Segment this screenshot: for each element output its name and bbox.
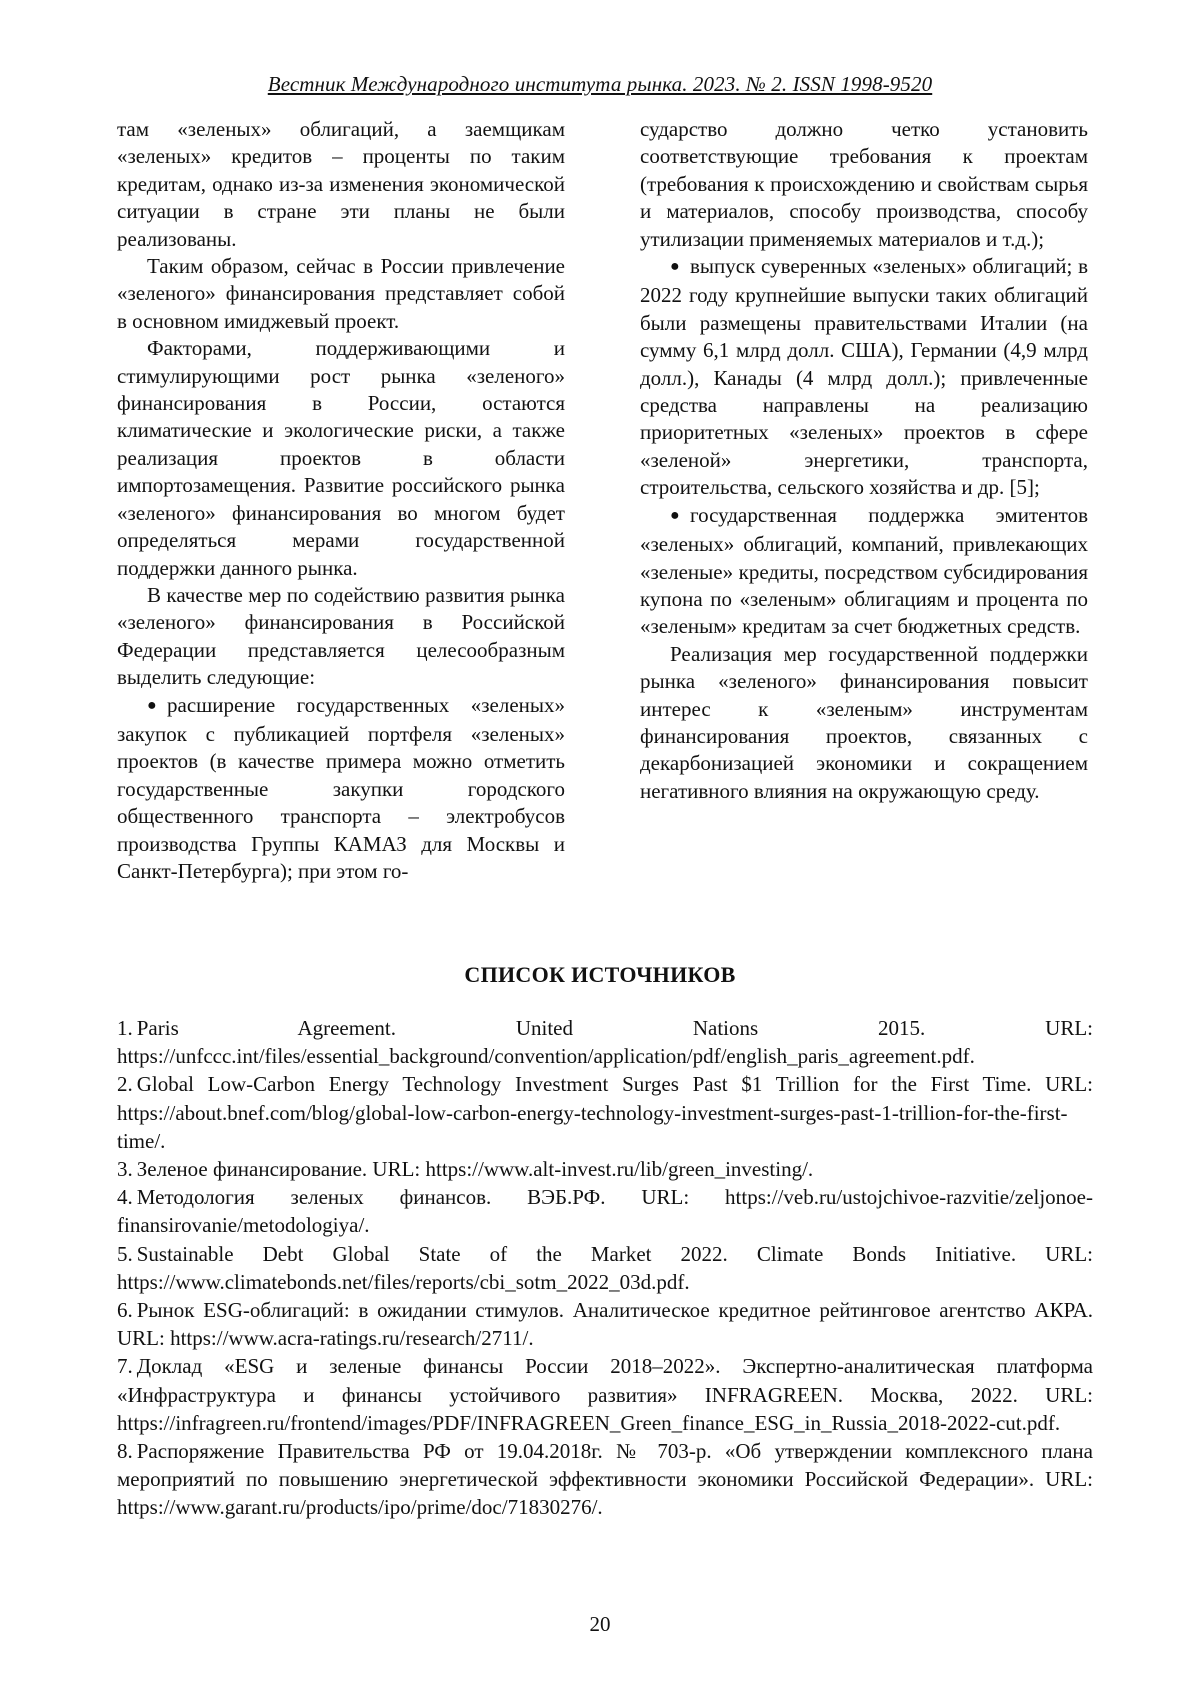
paragraph: Факторами, поддерживающими и стимулирующими рост рынка «зеленого» финансирования в России, остаются климатические и экологические риски, а также реализация проектов в области импортозамещения. Развитие российского рынка «зеленого» финансирования во многом будет определяться мерами государственной поддержки данного рынка. — [117, 336, 565, 580]
bullet-text: выпуск суверенных «зеленых» облигаций; в 2022 году крупнейшие выпуски таких облигаций были размещены правительствами Италии (на сумму 6,1 млрд долл. США), Германии (4,9 млрд долл.), Канады (4 млрд долл.); привлеченные средства направлены на реализацию приоритетных «зеленых» проектов в сфере «зеленой» энергетики, транспорта, строительства, сельского хозяйства и др. [5]; — [640, 254, 1088, 500]
running-head: Вестник Международного института рынка. 2023. № 2. ISSN 1998-9520 — [267, 72, 933, 96]
bullet-icon: ● — [670, 506, 680, 524]
reference-number: 1. — [117, 1016, 133, 1040]
bullet-icon: ● — [147, 696, 157, 714]
bullet-text: расширение государственных «зеленых» закупок с публикацией портфеля «зеленых» проектов (в качестве примера можно отметить государственные закупки городского общественного транспорта – электробусов производства Группы КАМАЗ для Москвы и Санкт-Петербурга); при этом го- — [117, 692, 565, 883]
reference-text: Методология зеленых финансов. ВЭБ.РФ. URL: https://veb.ru/ustojchivoe-razvitie/zeljonoe-finansirovanie/metodologiya/. — [117, 1185, 1093, 1238]
bullet-text: государственная поддержка эмитентов «зеленых» облигаций, компаний, привлекающих «зеленые» кредиты, посредством субсидирования купона по «зеленым» облигациям и процента по «зеленым» кредитам за счет бюджетных средств. — [640, 502, 1088, 639]
reference-item — [117, 1014, 1093, 1070]
paragraph: В качестве мер по содействию развития рынка «зеленого» финансирования в Российской Федерации представляется целесообразным выделить следующие: — [117, 582, 565, 690]
reference-number: 6. — [117, 1298, 133, 1323]
paragraph: Реализация мер государственной поддержки рынка «зеленого» финансирования повысит интерес к «зеленым» инструментам финансирования проектов, связанных с декарбонизацией экономики и сокращением негативного влияния на окружающую среду. — [640, 641, 1088, 803]
paragraph: сударство должно четко установить соответствующие требования к проектам (требования к происхождению и свойствам сырья и материалов, способу производства, способу утилизации применяемых материалов и т.д.); — [640, 117, 1088, 251]
reference-text: Зеленое финансирование. URL: https://www.alt-invest.ru/lib/green_investing/. — [136, 1157, 814, 1182]
bullet-icon: ● — [670, 258, 680, 276]
reference-number: 4. — [117, 1185, 133, 1210]
paragraph: Таким образом, сейчас в России привлечение «зеленого» финансирования представляет собой в основном имиджевый проект. — [117, 254, 565, 333]
reference-text: Доклад «ESG и зеленые финансы России 2018–2022». Экспертно-аналитическая платформа «Инфраструктура и финансы устойчивого развития» INFRAGREEN. Москва, 2022. URL: https://infragreen.ru/frontend/images/PDF/INFRAGREEN_Green_finance_ESG_in_Russia_2018-2022-cut.pdf. — [117, 1354, 1093, 1435]
reference-number: 3. — [117, 1157, 133, 1182]
reference-item — [117, 1070, 1093, 1155]
bullet-item — [640, 253, 1088, 502]
reference-text: Рынок ESG-облигаций: в ожидании стимулов. Аналитическое кредитное рейтинговое агентство АКРА. URL: https://www.acra-ratings.ru/research/2711/. — [117, 1298, 1093, 1351]
references-list — [117, 1014, 1093, 1522]
reference-item — [117, 1352, 1093, 1437]
reference-number: 2. — [117, 1072, 133, 1097]
paragraph: там «зеленых» облигаций, а заемщикам «зеленых» кредитов – проценты по таким кредитам, однако из-за изменения экономической ситуации в стране эти планы не были реализованы. — [117, 117, 565, 251]
reference-item — [117, 1296, 1093, 1352]
left-column — [117, 116, 565, 885]
references-title: СПИСОК ИСТОЧНИКОВ — [464, 962, 736, 987]
bullet-item — [117, 692, 565, 886]
reference-text: Распоряжение Правительства РФ от 19.04.2018г. № 703-р. «Об утверждении комплексного плана мероприятий по повышению энергетической эффективности экономики Российской Федерации». URL: https://www.garant.ru/products/ipo/prime/doc/71830276/. — [117, 1439, 1093, 1520]
reference-number: 8. — [117, 1439, 133, 1464]
reference-text: Global Low-Carbon Energy Technology Investment Surges Past $1 Trillion for the First Time. URL: https://about.bnef.com/blog/global-low-carbon-energy-technology-investment-surges-past-1-trillion-for-the-first-time/. — [117, 1072, 1093, 1153]
right-column — [640, 116, 1088, 805]
reference-text: Paris Agreement. United Nations 2015. URL: https://unfccc.int/files/essential_background/convention/application/pdf/english_paris_agreement.pdf. — [117, 1016, 1093, 1069]
reference-text: Sustainable Debt Global State of the Market 2022. Climate Bonds Initiative. URL: https://www.climatebonds.net/files/reports/cbi_sotm_2022_03d.pdf. — [117, 1241, 1093, 1294]
reference-number: 7. — [117, 1354, 133, 1379]
reference-number: 5. — [117, 1241, 133, 1266]
bullet-item — [640, 502, 1088, 641]
page-number: 20 — [589, 1612, 611, 1636]
reference-item — [117, 1240, 1093, 1296]
reference-item — [117, 1437, 1093, 1522]
reference-item — [117, 1155, 1093, 1183]
reference-item — [117, 1183, 1093, 1239]
